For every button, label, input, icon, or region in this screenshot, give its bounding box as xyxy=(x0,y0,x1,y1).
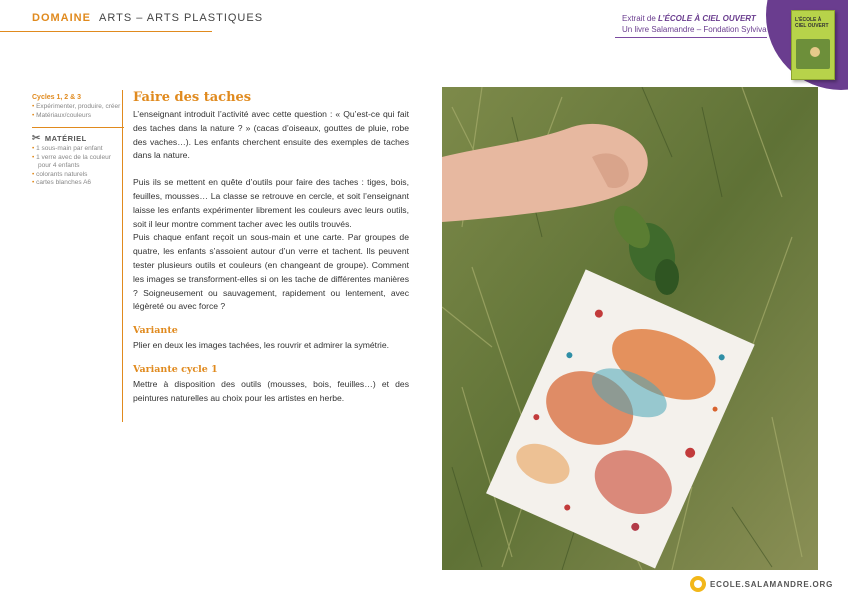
sidebar xyxy=(32,94,124,188)
cycles-title: Cycles 1, 2 & 3 xyxy=(32,94,82,101)
materiel-item: • colorants naturels xyxy=(32,171,124,180)
objective-item: • Matériaux/couleurs xyxy=(32,112,124,121)
salamandre-logo-icon xyxy=(690,576,706,592)
materiel-list xyxy=(32,145,124,188)
credit-divider xyxy=(615,37,767,38)
paragraph: L’enseignant introduit l’activité avec cette question : « Qu’est-ce qui fait des taches dans la nature ? » (cacas d’oiseaux, gouttes de pluie, robe des vaches…). Les enfants cherchent ensuite des exemples de taches dans la nature. xyxy=(133,109,409,161)
objective-item: • Expérimenter, produire, créer xyxy=(32,103,124,112)
book-title: L’ÉCOLE À CIEL OUVERT xyxy=(658,14,756,23)
materiel-item: • 1 verre avec de la couleur pour 4 enfants xyxy=(32,154,124,171)
paragraph: Puis chaque enfant reçoit un sous-main et une carte. Par groupes de quatre, les enfants s’assoient autour d’un verre et tachent. Ils peuvent tester plusieurs outils et couleurs (en changeant de groupe). Comment les images se transforment-elles si on les tache de différentes manières ? Soigneusement ou sauvagement, rapidement ou lentement, avec légèreté ou avec force ? xyxy=(133,232,409,312)
activity-title: Faire des taches xyxy=(133,90,252,105)
scissors-icon: ✂ xyxy=(32,132,41,144)
paragraph: Puis ils se mettent en quête d’outils pour faire des taches : tiges, bois, feuilles, mousses… La classe se retrouve en cercle, et soit l’enseignant laisse les enfants expérimenter librement les couleurs avec leurs outils, soit il leur montre comment tacher avec les outils trouvés. xyxy=(133,177,409,229)
book-cover-image xyxy=(791,10,835,80)
publisher-line: Un livre Salamandre – Fondation Sylviva xyxy=(622,25,767,34)
sidebar-divider xyxy=(32,127,124,128)
column-divider xyxy=(122,90,123,422)
materiel-heading xyxy=(32,134,124,143)
variante-text: Plier en deux les images tachées, les rouvrir et admirer la symétrie. xyxy=(133,340,390,351)
book-cover-title: L’ÉCOLE À CIEL OUVERT xyxy=(795,17,829,29)
domain-value: ARTS – ARTS PLASTIQUES xyxy=(99,12,264,24)
activity-photo xyxy=(442,87,818,570)
domain-label: DOMAINE xyxy=(32,12,91,24)
variante-cycle-title: Variante cycle 1 xyxy=(133,363,218,375)
variante-cycle-text: Mettre à disposition des outils (mousses, bois, feuilles…) et des peintures naturelles au choix pour les artistes en herbe. xyxy=(133,378,409,403)
variante-title: Variante xyxy=(133,325,178,337)
extract-prefix: Extrait de xyxy=(622,14,659,23)
footer-url-link[interactable]: ECOLE.SALAMANDRE.ORG xyxy=(710,579,834,589)
footer xyxy=(690,576,833,592)
photo-illustration xyxy=(442,87,818,570)
materiel-item: • 1 sous-main par enfant xyxy=(32,145,124,154)
book-credit xyxy=(622,13,767,35)
header-divider xyxy=(0,31,212,32)
main-content xyxy=(133,90,409,406)
objectives-list xyxy=(32,103,124,120)
domain-header xyxy=(32,12,263,24)
materiel-title: MATÉRIEL xyxy=(44,134,87,143)
book-cover-figure xyxy=(810,47,820,57)
materiel-item: • cartes blanches A6 xyxy=(32,179,124,188)
